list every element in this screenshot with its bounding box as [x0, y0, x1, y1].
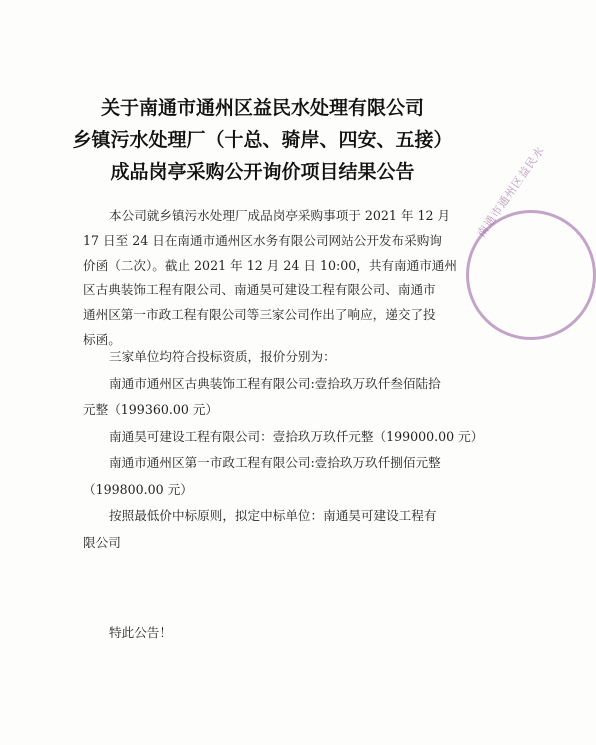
title-line-2: 乡镇污水处理厂（十总、骑岸、四安、五接）: [72, 129, 453, 151]
paragraph-line: 本公司就乡镇污水处理厂成品岗亭采购事项于 2021 年 12 月: [109, 208, 451, 223]
paragraph-line: 17 日至 24 日在南通市通州区水务有限公司网站公开发布采购询: [83, 232, 442, 248]
seal-text: 南通市通州区益民水: [474, 143, 548, 240]
closing-text: 特此公告！: [109, 625, 172, 640]
paragraph-line: 价函（二次）。截止 2021 年 12 月 24 日 10:00，共有南通市通州: [83, 257, 457, 273]
bid-results: [83, 344, 484, 556]
announcement-paragraph: [83, 204, 465, 353]
seal-circle: [466, 143, 596, 340]
title-line-1: 关于南通市通州区益民水处理有限公司: [100, 97, 424, 119]
paragraph-line: 标函。: [83, 331, 121, 347]
bid-line: 南通市通州区第一市政工程有限公司:壹拾玖万玖仟捌佰元整: [109, 455, 441, 470]
award-line: 限公司: [83, 534, 121, 550]
paragraph-line: 区古典装饰工程有限公司、南通昊可建设工程有限公司、南通市: [83, 282, 436, 298]
bid-line: 南通昊可建设工程有限公司：壹拾玖万玖仟元整（199000.00 元）: [109, 428, 484, 444]
title-line-3: 成品岗亭采购公开询价项目结果公告: [110, 161, 415, 183]
bid-line: 南通市通州区古典装饰工程有限公司:壹拾玖万玖仟叁佰陆拾: [109, 375, 441, 391]
company-seal: [440, 143, 548, 370]
paragraph-line: 通州区第一市政工程有限公司等三家公司作出了响应，递交了投: [83, 307, 436, 323]
bid-line: 元整（199360.00 元）: [83, 402, 219, 417]
document-title: [0, 92, 525, 188]
bids-intro: 三家单位均符合投标资质，报价分别为：: [109, 349, 336, 364]
award-line: 按照最低价中标原则，拟定中标单位：南通昊可建设工程有: [109, 508, 437, 523]
bid-line: （199800.00 元）: [83, 481, 193, 497]
